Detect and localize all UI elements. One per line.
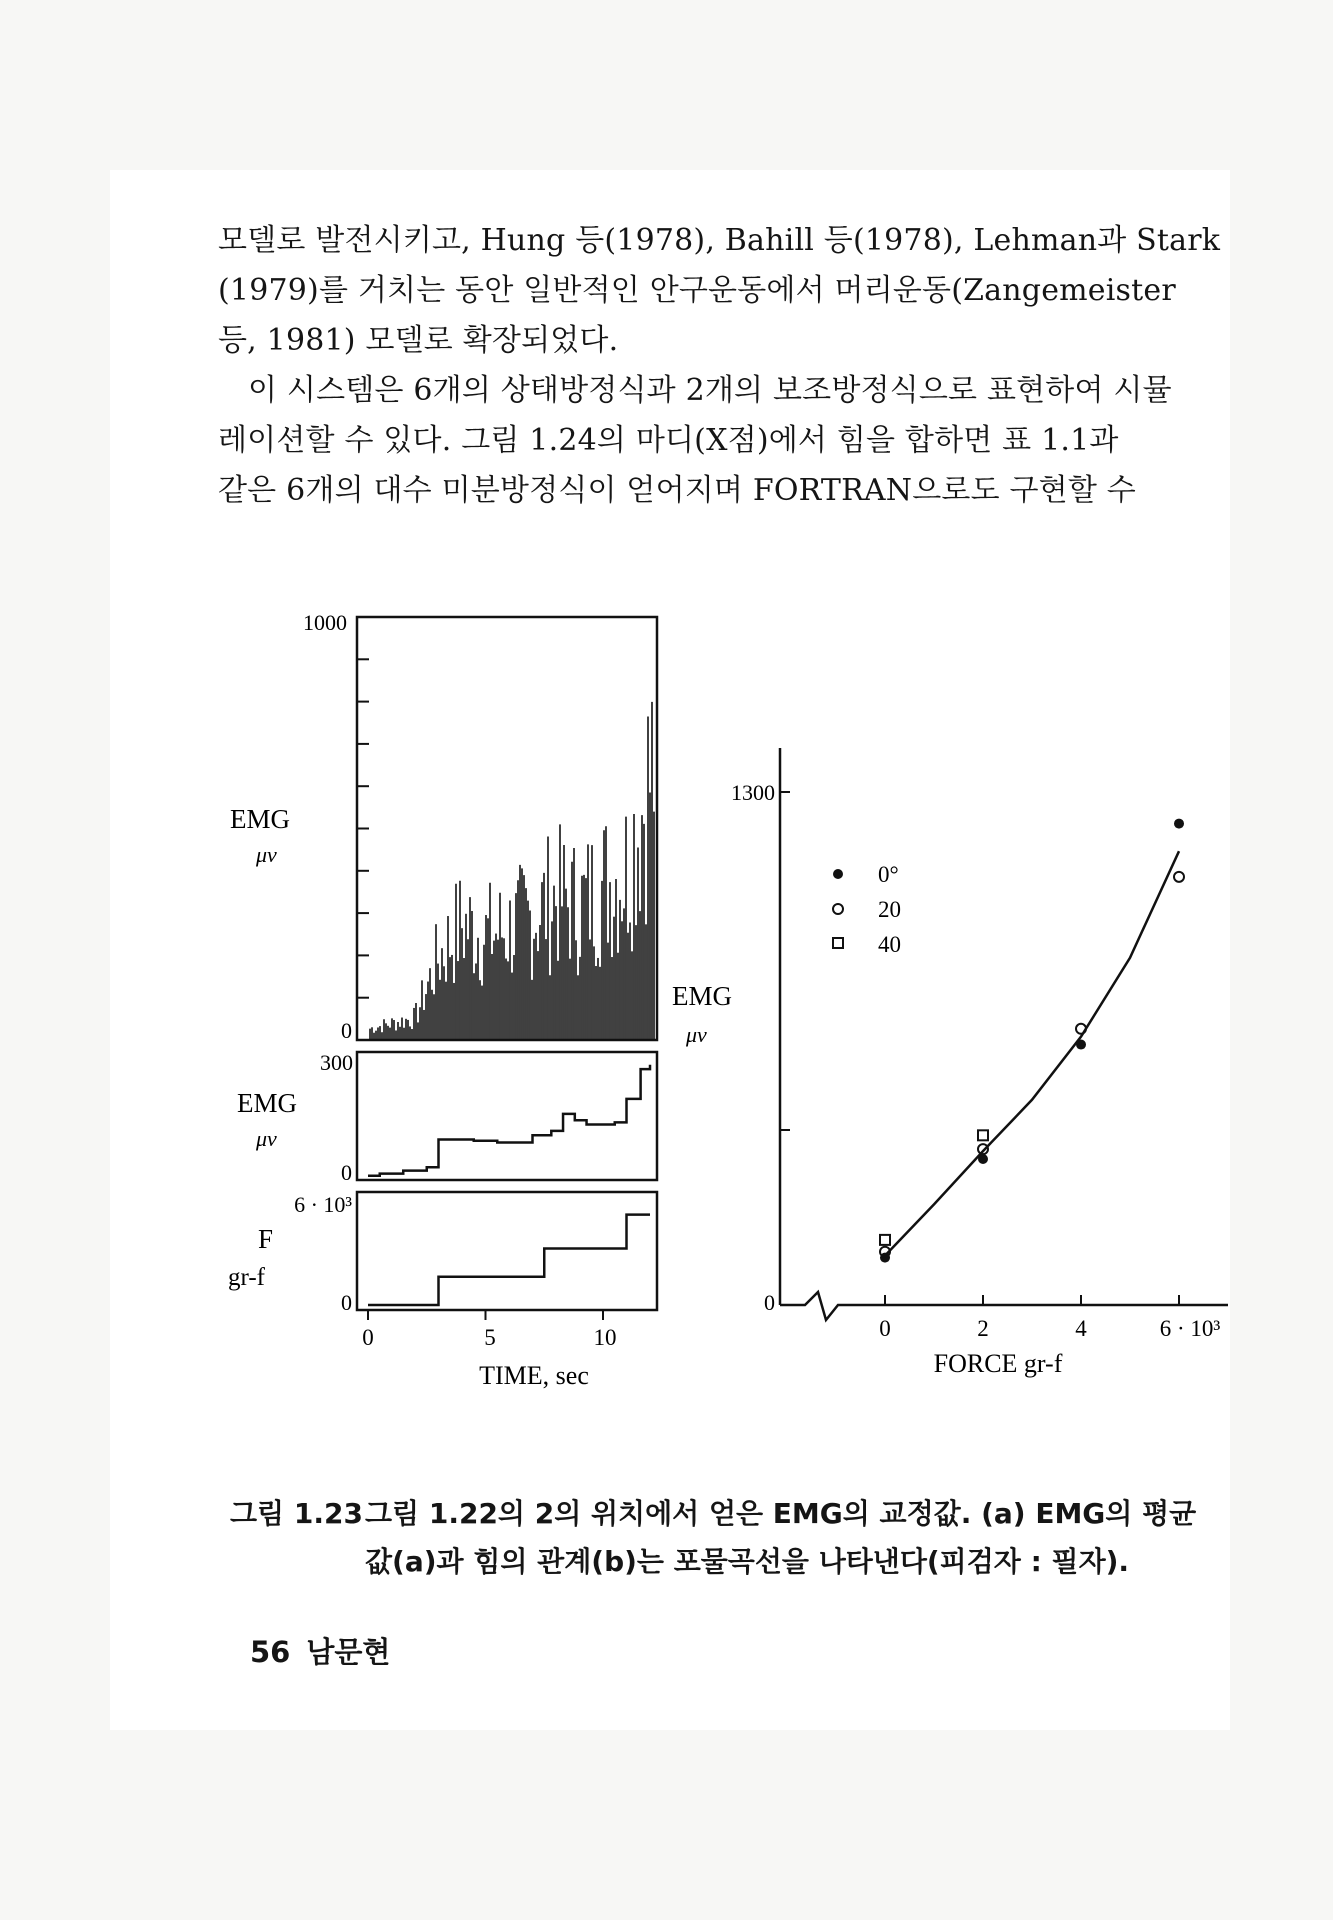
point-40 <box>880 1235 890 1245</box>
force-ytick-bottom: 0 <box>341 1290 352 1315</box>
right-yunit: μv <box>686 1022 707 1047</box>
point-0deg <box>978 1154 988 1164</box>
time-xlabel: TIME, sec <box>479 1361 589 1390</box>
time-xticks <box>368 1310 603 1320</box>
emg-mean-ytick-top: 300 <box>320 1050 353 1075</box>
figure-caption <box>230 1490 1210 1586</box>
emg-mean-ytick-bottom: 0 <box>341 1160 352 1185</box>
body-line: 이 시스템은 6개의 상태방정식과 2개의 보조방정식으로 표현하여 시뮬 <box>248 373 1172 408</box>
emg-mean-frame <box>357 1052 657 1180</box>
body-line: 레이션할 수 있다. 그림 1.24의 마디(X점)에서 힘을 합하면 표 1.1과 <box>218 423 1119 458</box>
force-tick-6: 6 · 10³ <box>1159 1316 1221 1341</box>
emg-mean-ylabel: EMG <box>237 1088 297 1118</box>
right-ytick-bottom: 0 <box>764 1290 775 1315</box>
force-ytick-top: 6 · 10³ <box>294 1192 352 1217</box>
legend-open-circle-icon <box>833 904 843 914</box>
force-frame <box>357 1192 657 1310</box>
emg-raw-ytick-top: 1000 <box>303 610 347 635</box>
force-tick-4: 4 <box>1075 1316 1087 1341</box>
legend-label-40: 40 <box>878 932 901 957</box>
author-name: 남문현 <box>306 1635 391 1669</box>
point-40 <box>978 1130 988 1140</box>
force-trace <box>368 1215 650 1305</box>
time-tick-10: 10 <box>593 1325 617 1350</box>
scatter-points <box>880 819 1184 1263</box>
emg-raw-yunit: μv <box>256 842 277 867</box>
force-xticks <box>885 1295 1179 1305</box>
caption-line-2: 값(a)과 힘의 관계(b)는 포물곡선을 나타낸다(피검자 : 필자). <box>365 1545 1130 1578</box>
body-line: 모델로 발전시키고, Hung 등(1978), Bahill 등(1978), Lehman과 Stark <box>218 223 1221 258</box>
emg-raw-yticks <box>357 659 369 997</box>
force-tick-2: 2 <box>977 1316 989 1341</box>
emg-raw-trace <box>370 702 654 1040</box>
body-line: 같은 6개의 대수 미분방정식이 얻어지며 FORTRAN으로도 구현할 수 <box>218 473 1136 508</box>
time-tick-5: 5 <box>484 1325 496 1350</box>
force-yunit: gr-f <box>228 1264 265 1291</box>
point-20 <box>1174 872 1184 882</box>
emg-mean-yunit: μv <box>256 1126 277 1151</box>
legend-filled-circle-icon <box>833 869 843 879</box>
force-xlabel: FORCE gr-f <box>933 1349 1063 1378</box>
emg-mean-trace <box>368 1065 650 1176</box>
page-footer <box>250 1630 406 1671</box>
caption-line-1: 그림 1.22의 2의 위치에서 얻은 EMG의 교정값. (a) EMG의 평균 <box>365 1497 1197 1530</box>
point-0deg <box>1174 819 1184 829</box>
right-ylabel: EMG <box>672 981 732 1011</box>
legend-label-20: 20 <box>878 897 901 922</box>
emg-raw-ylabel: EMG <box>230 804 290 834</box>
fit-curve <box>885 851 1179 1255</box>
legend-open-square-icon <box>833 938 843 948</box>
time-tick-0: 0 <box>362 1325 374 1350</box>
page-number: 56 <box>250 1635 291 1669</box>
caption-label: 그림 1.23 <box>230 1497 363 1530</box>
body-line: (1979)를 거치는 동안 일반적인 안구운동에서 머리운동(Zangemeister <box>218 273 1176 308</box>
force-ylabel: F <box>258 1224 274 1254</box>
legend-label-0: 0° <box>878 862 899 887</box>
right-ytick-top: 1300 <box>731 780 775 805</box>
body-line: 등, 1981) 모델로 확장되었다. <box>218 323 619 358</box>
force-tick-0: 0 <box>879 1316 891 1341</box>
point-0deg <box>1076 1040 1086 1050</box>
emg-raw-ytick-bottom: 0 <box>341 1018 352 1043</box>
